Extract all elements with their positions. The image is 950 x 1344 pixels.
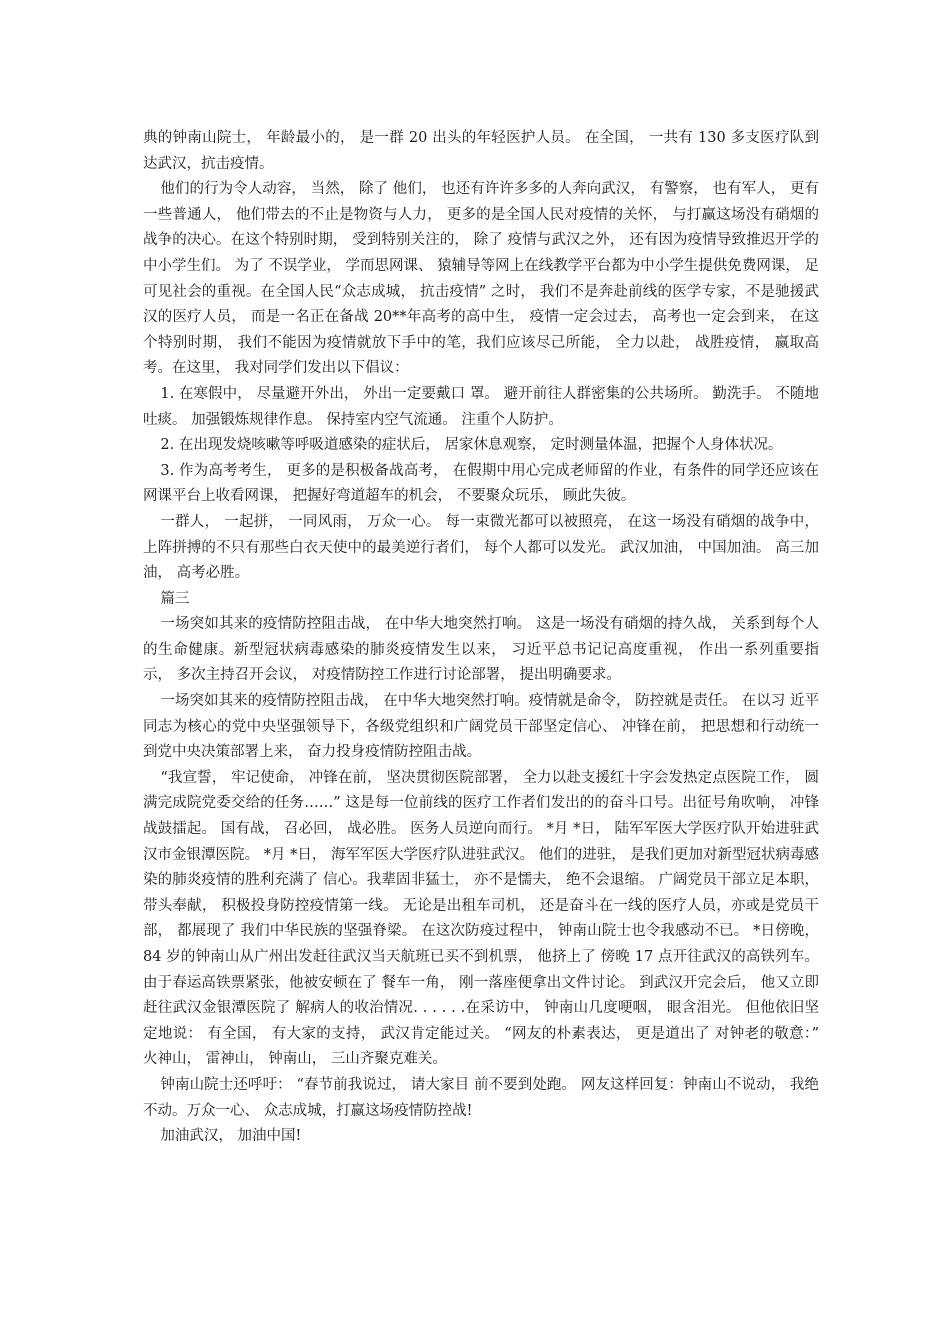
paragraph-section3-1: 一场突如其来的疫情防控阻击战， 在中华大地突然打响。 这是一场没有硝烟的持久战， 关系到每个人的生命健康。新型冠状病毒感染的肺炎疫情发生以来， 习近平总书记记高度重视， 作出一系列重要指示， 多次主持召开会议， 对疫情防控工作进行讨论部署， 提出明确要求。 (143, 616, 819, 684)
proposal-item-1: 1. 在寒假中， 尽量避开外出， 外出一定要戴口 罩。 避开前往人群密集的公共场所。 勤洗手。 不随地吐痰。 加强锻炼规律作息。 保持室内空气流通。 注重个人防护。 (143, 385, 819, 428)
document-body (143, 126, 819, 1150)
proposal-item-3: 3. 作为高考考生， 更多的是积极备战高考， 在假期中用心完成老师留的作业，有条件的同学还应该在网课平台上收看网课， 把握好弯道超车的机会， 不要聚众玩乐， 顾此失彼。 (143, 462, 819, 505)
paragraph-2: 他们的行为令人动容， 当然， 除了 他们， 也还有许许多多的人奔向武汉， 有警察， 也有军人， 更有一些普通人， 他们带去的不止是物资与人力， 更多的是全国人民对疫情的关怀， 与打赢这场没有硝烟的战争的决心。在这个特别时期， 受到特别关注的， 除了 疫情与武汉之外， 还有因为疫情导致推迟开学的中小学生们。 为了 不误学业， 学而思网课、 猿辅导等网上在线教学平台都为中小学生提供免费网课， 足可见社会的重视。在全国人民“众志成城， 抗击疫情” 之时， 我们不是奔赴前线的医学专家，不是驰援武汉的医疗人员， 而是一名正在备战 20**年高考的高中生， 疫情一定会过去， 高考也一定会到来， 在这个特别时期， 我们不能因为疫情就放下手中的笔，我们应该尽己所能， 全力以赴， 战胜疫情， 赢取高考。在这里， 我对同学们发出以下倡议： (143, 181, 819, 377)
paragraph-closing-2: 加油武汉， 加油中国! (160, 1128, 302, 1145)
paragraph-closing-1: 一群人， 一起拼， 一同风雨， 万众一心。 每一束微光都可以被照亮， 在这一场没有硝烟的战争中， 上阵拼搏的不只有那些白衣天使中的最美逆行者们， 每个人都可以发光。 武汉加油， 中国加油。 高三加油， 高考必胜。 (143, 513, 819, 582)
section-heading: 篇三 (160, 590, 190, 607)
paragraph-section3-4: 钟南山院士还呼吁： “春节前我说过， 请大家目 前不要到处跑。 网友这样回复：钟南山不说动， 我绝不动。万众一心、 众志成城，打赢这场疫情防控战! (143, 1076, 819, 1119)
proposal-item-2: 2. 在出现发烧咳嗽等呼吸道感染的症状后， 居家休息观察， 定时测量体温，把握个人身体状况。 (160, 437, 783, 454)
paragraph-section3-3: “我宣誓， 牢记使命， 冲锋在前， 坚决贯彻医院部署， 全力以赴支援红十字会发热定点医院工作， 圆满完成院党委交给的任务……” 这是每一位前线的医疗工作者们发出的的奋斗口号。出征号角吹响， 冲锋战鼓擂起。 国有战， 召必回， 战必胜。 医务人员逆向而行。 *月 *日， 陆军军医大学医疗队开始进驻武汉市金银潭医院。 *月 *日， 海军军医大学医疗队进驻武汉。 他们的进驻， 是我们更加对新型冠状病毒感染的肺炎疫情的胜利充满了 信心。我辈固非猛士， 亦不是懦夫， 绝不会退缩。 广阔党员干部立足本职， 带头奉献， 积极投身防控疫情第一线。 无论是出租车司机， 还是奋斗在一线的医疗人员，亦或是党员干部， 都展现了 我们中华民族的坚强脊梁。 在这次防疫过程中， 钟南山院士也令我感动不已。 *日傍晚， 84 岁的钟南山从广州出发赶往武汉当天航班已买不到机票， 他挤上了 傍晚 17 点开往武汉的高铁列车。 由于春运高铁票紧张，他被安顿在了 餐车一角， 刚一落座便拿出文件讨论。 到武汉开完会后， 他又立即赶往武汉金银潭医院了 解病人的收治情况. . . . . .在采访中， 钟南山几度哽咽， 眼含泪光。 但他依旧坚定地说： 有全国， 有大家的支持， 武汉肯定能过关。 “网友的朴素表达， 更是道出了 对钟老的敬意：” 火神山， 雷神山， 钟南山， 三山齐聚克难关。 (143, 769, 819, 1068)
paragraph-section3-2: 一场突如其来的疫情防控阻击战， 在中华大地突然打响。疫情就是命令， 防控就是责任。 在以习 近平同志为核心的党中央坚强领导下，各级党组织和广阔党员干部坚定信心、 冲锋在前， 把思想和行动统一到党中央决策部署上来， 奋力投身疫情防控阻击战。 (143, 693, 819, 761)
paragraph-1: 典的钟南山院士， 年龄最小的， 是一群 20 出头的年轻医护人员。 在全国， 一共有 130 多支医疗队到达武汉，抗击疫情。 (143, 130, 819, 172)
